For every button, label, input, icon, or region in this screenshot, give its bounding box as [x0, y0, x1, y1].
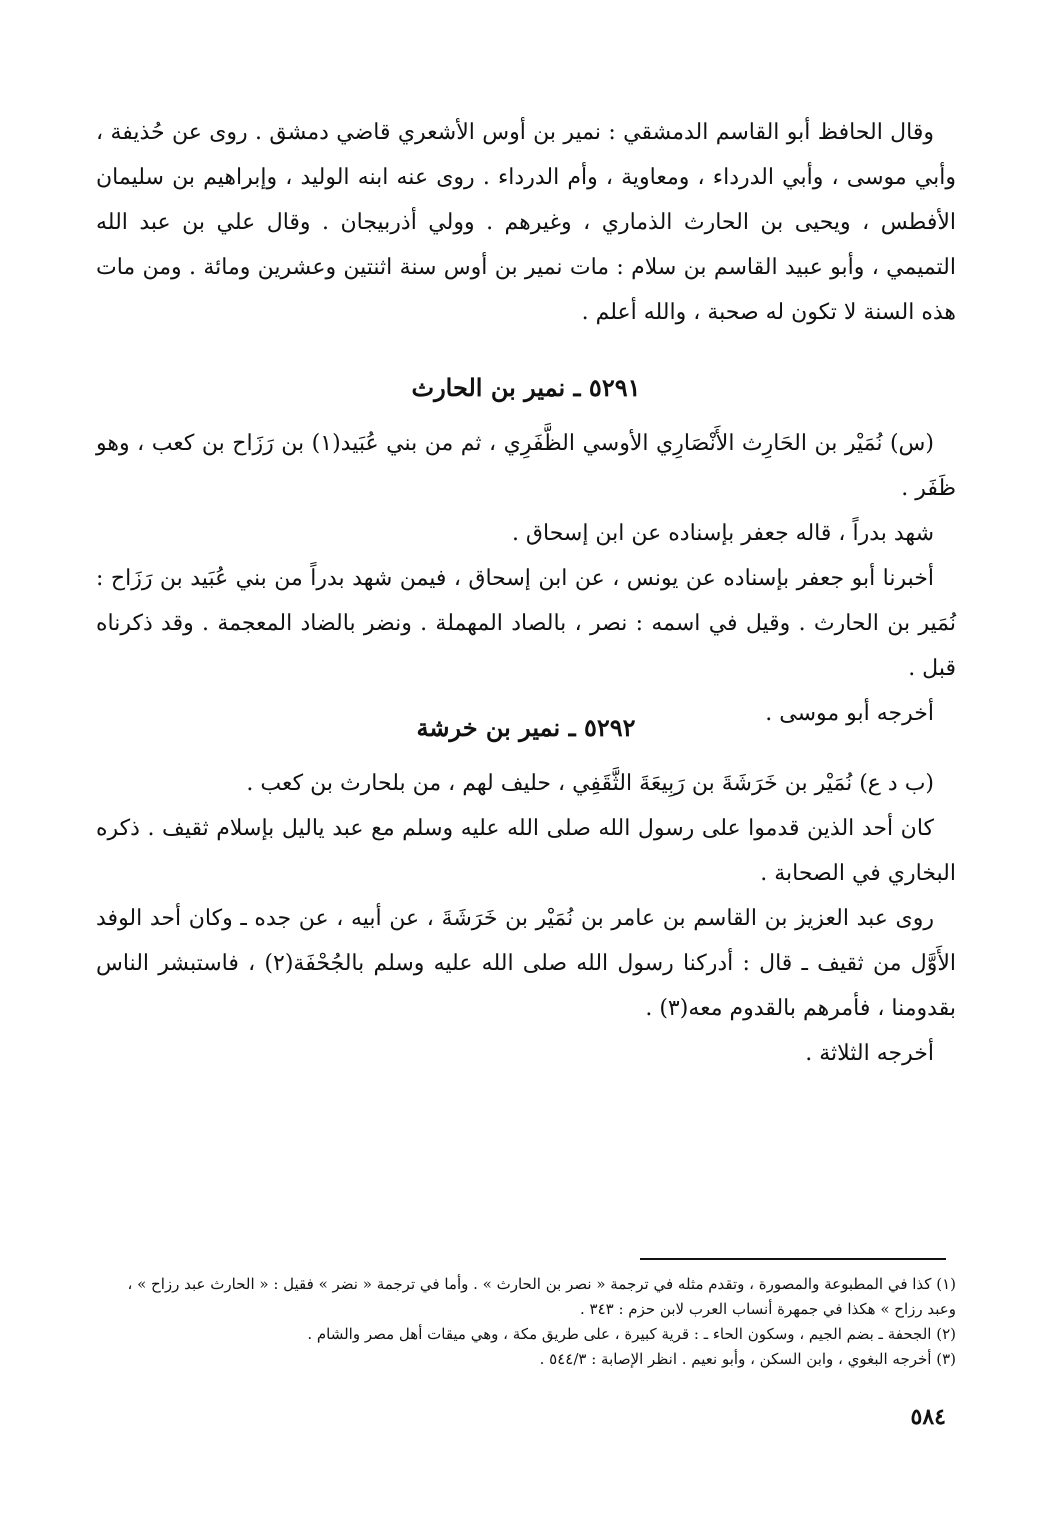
- footnote: (٣) أخرجه البغوي ، وابن السكن ، وأبو نعيم . انظر الإصابة : ٥٤٤/٣ .: [539, 1350, 956, 1368]
- paragraph: كان أحد الذين قدموا على رسول الله صلى الله عليه وسلم مع عبد ياليل بإسلام ثقيف . ذكره البخاري في الصحابة .: [96, 816, 956, 886]
- paragraph: (ب د ع) نُمَيْر بن خَرَشَةَ بن رَبِيعَةَ الثَّقَفِي ، حليف لهم ، من بلحارث بن كعب .: [246, 771, 934, 796]
- paragraph: شهد بدراً ، قاله جعفر بإسناده عن ابن إسحاق .: [511, 521, 934, 546]
- paragraph: (س) نُمَيْر بن الحَارِث الأَنْصَارِي الأوسي الظَّفَرِي ، ثم من بني عُبَيد(١) بن رَزَاح بن كعب ، وهو ظَفَر .: [96, 431, 956, 501]
- paragraph: أخرجه أبو موسى .: [765, 701, 934, 726]
- footnote: (٢) الجحفة ـ بضم الجيم ، وسكون الحاء ـ : قرية كبيرة ، على طريق مكة ، وهي ميقات أهل مصر والشام .: [307, 1325, 956, 1343]
- footnote-divider: [640, 1258, 946, 1260]
- entry-5291: [96, 365, 956, 726]
- entry-5292: [96, 705, 956, 1066]
- paragraph: أخرجه الثلاثة .: [805, 1041, 934, 1066]
- previous-entry-continuation: [96, 110, 956, 355]
- paragraph: أخبرنا أبو جعفر بإسناده عن يونس ، عن ابن إسحاق ، فيمن شهد بدراً من بني عُبَيد بن رَزَاح : نُمَير بن الحارث . وقيل في اسمه : نصر ، بالصاد المهملة . ونضر بالضاد المعجمة . وقد ذكرناه قبل .: [96, 566, 956, 681]
- entry-heading: ٥٢٩٢ ـ نمير بن خرشة: [416, 713, 636, 742]
- footnote: (١) كذا في المطبوعة والمصورة ، وتقدم مثله في ترجمة « نصر بن الحارث » . وأما في ترجمة « نضر » فقيل : « الحارث عبد رزاح » ، وعبد رزاح » هكذا في جمهرة أنساب العرب لابن حزم : ٣٤٣ .: [127, 1275, 956, 1318]
- paragraph: روى عبد العزيز بن القاسم بن عامر بن نُمَيْر بن خَرَشَةَ ، عن أبيه ، عن جده ـ وكان أحد الوفد الأَوَّل من ثقيف ـ قال : أدركنا رسول الله صلى الله عليه وسلم بالجُحْفَة(٢) ، فاستبشر الناس بقدومنا ، فأمرهم بالقدوم معه(٣) .: [96, 906, 956, 1021]
- page-number: ٥٨٤: [910, 1404, 946, 1430]
- footnotes: [96, 1272, 956, 1372]
- paragraph: وقال الحافظ أبو القاسم الدمشقي : نمير بن أوس الأشعري قاضي دمشق . روى عن حُذيفة ، وأبي موسى ، وأبي الدرداء ، ومعاوية ، وأم الدرداء . روى عنه ابنه الوليد ، وإبراهيم بن سليمان الأفطس ، ويحيى بن الحارث الذماري ، وغيرهم . وولي أذربيجان . وقال علي بن عبد الله التميمي ، وأبو عبيد القاسم بن سلام : مات نمير بن أوس سنة اثنتين وعشرين ومائة . ومن مات هذه السنة لا تكون له صحبة ، والله أعلم .: [96, 120, 956, 325]
- entry-heading: ٥٢٩١ ـ نمير بن الحارث: [411, 373, 641, 402]
